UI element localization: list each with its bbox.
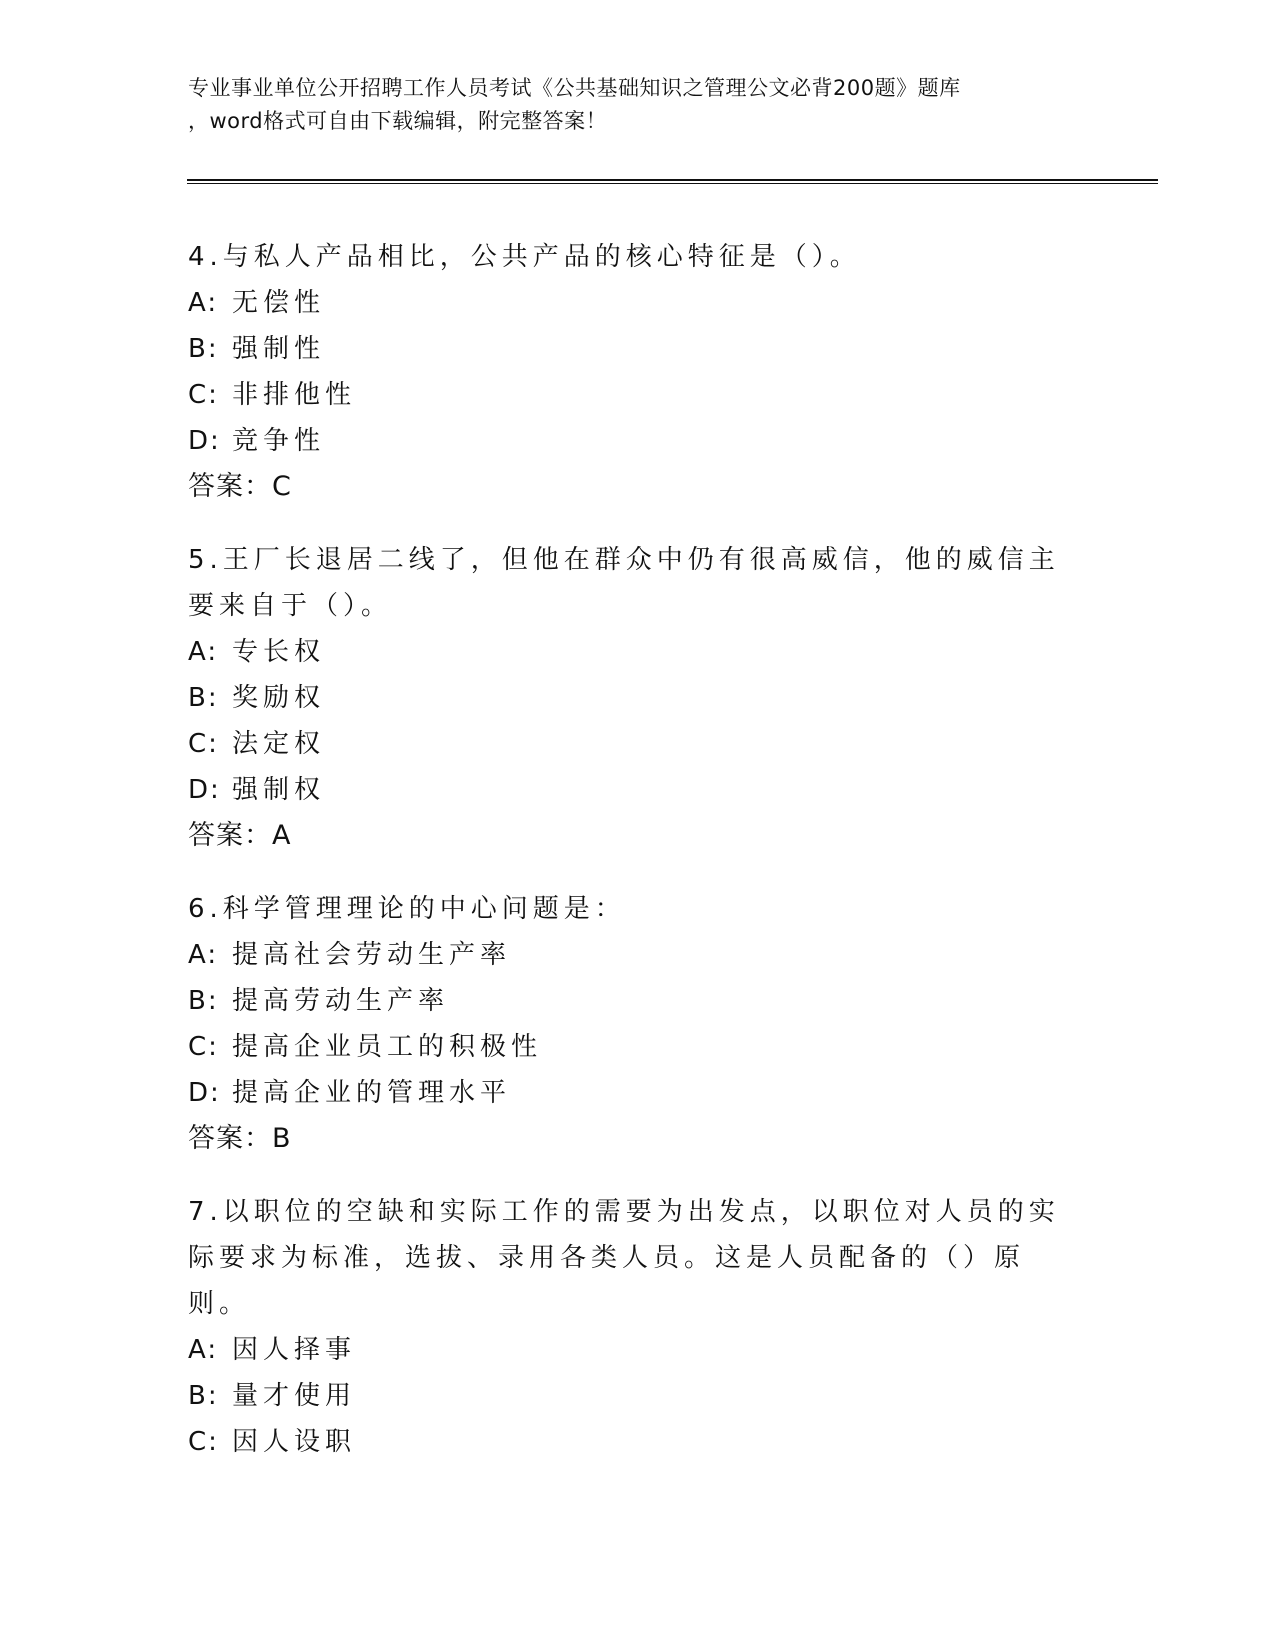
option-c [188,1419,1068,1465]
question-stem: 7.以职位的空缺和实际工作的需要为出发点，以职位对人员的实际要求为标准，选拔、录用各类人员。这是人员配备的（）原则。 [188,1197,1060,1319]
option-key: B: [188,1381,219,1411]
question-6 [188,886,1068,1162]
option-text: 法定权 [232,729,326,759]
header-title-line-1: 专业事业单位公开招聘工作人员考试《公共基础知识之管理公文必背200题》题库 [188,76,961,100]
option-text: 无偿性 [232,288,326,318]
option-c [188,721,1068,767]
option-key: C: [188,380,219,410]
option-text: 强制性 [232,334,326,364]
option-d [188,767,1068,813]
option-d [188,418,1068,464]
option-text: 奖励权 [232,683,326,713]
option-b [188,326,1068,372]
option-key: D: [188,775,221,805]
option-b [188,978,1068,1024]
option-b [188,1373,1068,1419]
option-text: 提高企业员工的积极性 [232,1032,543,1062]
option-a [188,932,1068,978]
option-key: C: [188,729,219,759]
option-key: A: [188,1335,219,1365]
question-5 [188,537,1068,859]
question-4 [188,234,1068,510]
question-stem: 6.科学管理理论的中心问题是： [188,894,626,924]
option-key: B: [188,334,219,364]
header-divider-bottom [187,183,1158,184]
option-text: 因人设职 [232,1427,357,1457]
option-text: 专长权 [232,637,326,667]
option-key: A: [188,637,219,667]
option-a [188,1327,1068,1373]
option-text: 非排他性 [232,380,357,410]
option-key: A: [188,288,219,318]
option-text: 提高社会劳动生产率 [232,940,512,970]
question-stem: 4.与私人产品相比，公共产品的核心特征是（）。 [188,242,861,272]
option-c [188,372,1068,418]
option-key: B: [188,683,219,713]
question-7 [188,1189,1068,1465]
document-header [188,72,1108,138]
option-key: B: [188,986,219,1016]
option-key: C: [188,1032,219,1062]
option-key: D: [188,426,221,456]
option-c [188,1024,1068,1070]
answer-line: 答案：A [188,820,292,851]
option-text: 竞争性 [232,426,326,456]
option-a [188,629,1068,675]
option-key: A: [188,940,219,970]
answer-line: 答案：C [188,471,292,502]
option-text: 量才使用 [232,1381,357,1411]
header-divider-top [187,179,1158,181]
question-list [188,234,1068,1492]
option-key: C: [188,1427,219,1457]
question-stem: 5.王厂长退居二线了，但他在群众中仍有很高威信，他的威信主要来自于（）。 [188,545,1060,621]
answer-line: 答案：B [188,1123,292,1154]
option-b [188,675,1068,721]
option-text: 提高劳动生产率 [232,986,450,1016]
header-title-line-2: ，word格式可自由下载编辑，附完整答案！ [188,109,608,133]
option-text: 因人择事 [232,1335,357,1365]
option-text: 强制权 [232,775,326,805]
option-d [188,1070,1068,1116]
option-a [188,280,1068,326]
option-key: D: [188,1078,221,1108]
option-text: 提高企业的管理水平 [232,1078,512,1108]
